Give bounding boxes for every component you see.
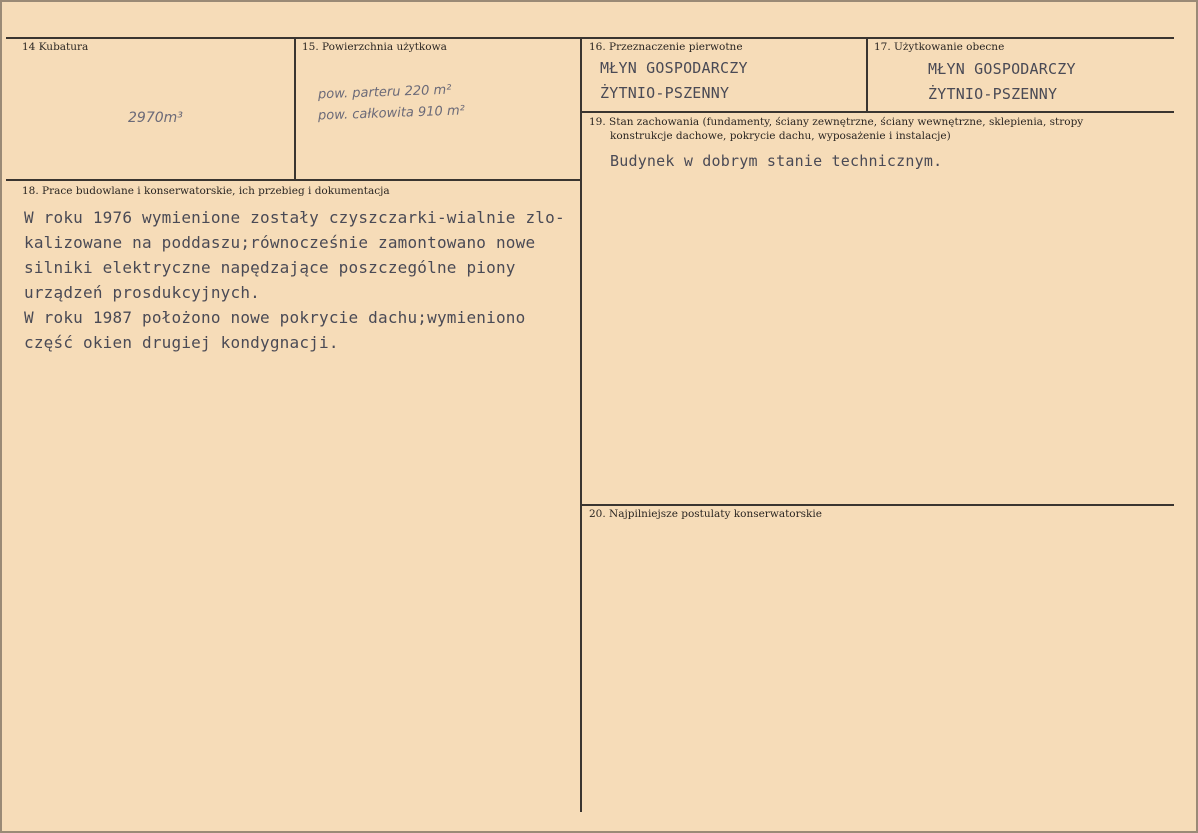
field19-value: Budynek w dobrym stanie technicznym. — [610, 152, 943, 170]
field16-value-line1: MŁYN GOSPODARCZY — [600, 59, 748, 77]
field14-label: 14 Kubatura — [22, 41, 89, 53]
field15-value-line2: pow. całkowita 910 m² — [317, 103, 466, 124]
top-rule — [6, 37, 1174, 39]
field17-label: 17. Użytkowanie obecne — [874, 41, 1005, 53]
field17-value-line2: ŻYTNIO-PSZENNY — [928, 85, 1058, 103]
rule-above-20 — [582, 504, 1174, 506]
center-divider — [580, 37, 582, 812]
rule-under-19-header — [582, 111, 1174, 113]
field18-line-5: W roku 1987 położono nowe pokrycie dachu;wymieniono — [24, 308, 526, 327]
rule-under-14-15 — [6, 179, 580, 181]
field16-label: 16. Przeznaczenie pierwotne — [589, 41, 743, 53]
divider-14-15 — [294, 37, 296, 179]
field19-label-line2: konstrukcje dachowe, pokrycie dachu, wyposażenie i instalacje) — [610, 130, 951, 142]
field18-line-3: silniki elektryczne napędzające poszczególne piony — [24, 258, 516, 277]
divider-16-17 — [866, 37, 868, 111]
field18-line-1: W roku 1976 wymienione zostały czyszczarki-wialnie zlo- — [24, 208, 565, 227]
field17-value-line1: MŁYN GOSPODARCZY — [928, 60, 1076, 78]
field18-line-2: kalizowane na poddaszu;równocześnie zamontowano nowe — [24, 233, 536, 252]
field15-label: 15. Powierzchnia użytkowa — [302, 41, 447, 53]
field20-label: 20. Najpilniejsze postulaty konserwatorskie — [589, 508, 822, 520]
field14-value: 2970m³ — [128, 110, 183, 126]
field18-line-4: urządzeń prosdukcyjnych. — [24, 283, 260, 302]
field18-label: 18. Prace budowlane i konserwatorskie, ich przebieg i dokumentacja — [22, 185, 390, 197]
field15-value-line1: pow. parteru 220 m² — [317, 82, 452, 103]
field19-label-line1: 19. Stan zachowania (fundamenty, ściany zewnętrzne, ściany wewnętrzne, sklepienia, stropy — [589, 116, 1084, 128]
field16-value-line2: ŻYTNIO-PSZENNY — [600, 84, 730, 102]
field18-line-6: część okien drugiej kondygnacji. — [24, 333, 339, 352]
